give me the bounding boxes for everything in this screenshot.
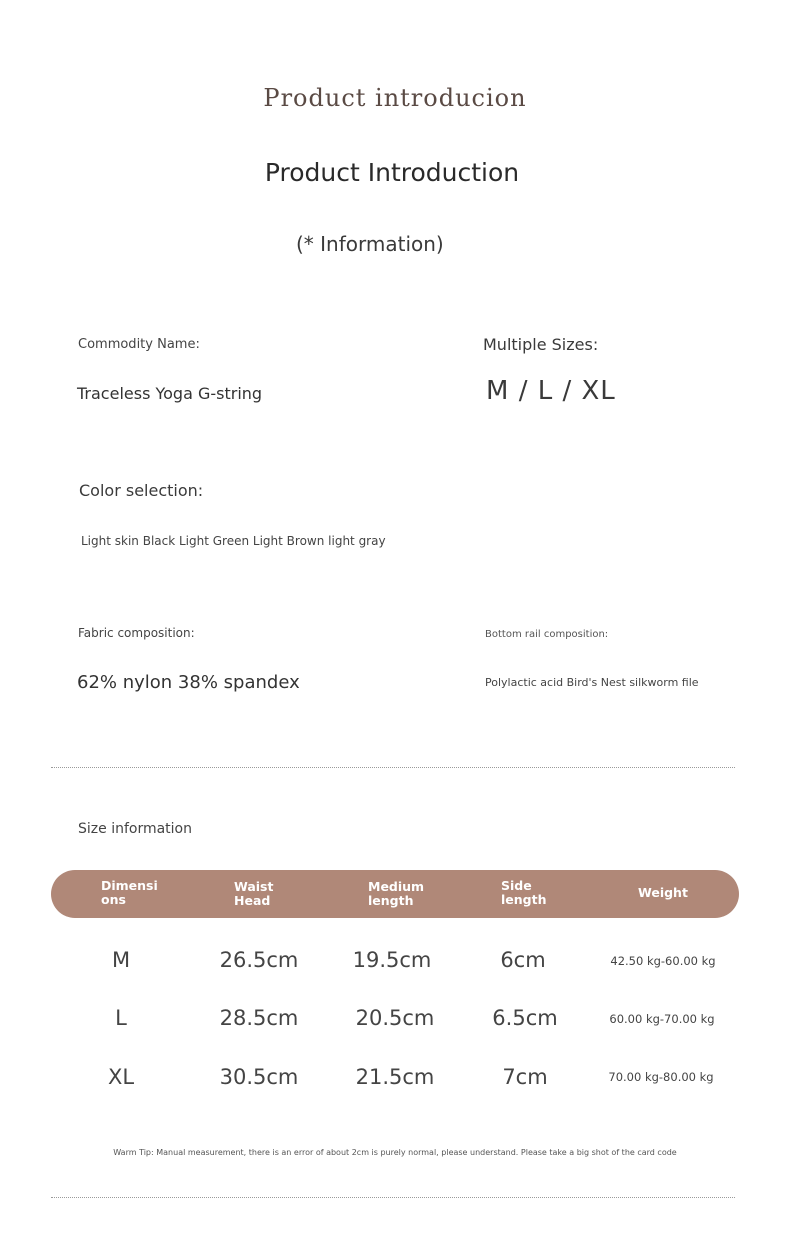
- bottom-rail-value: Polylactic acid Bird's Nest silkworm file: [485, 676, 699, 689]
- side-length-cell: 6.5cm: [492, 1006, 558, 1030]
- commodity-name-value: Traceless Yoga G-string: [77, 384, 263, 403]
- section-divider: [51, 767, 735, 768]
- warm-tip-note: Warm Tip: Manual measurement, there is an error of about 2cm is purely normal, please understand. Please take a big shot of the card code: [113, 1148, 677, 1157]
- side-length-cell: 7cm: [502, 1065, 548, 1089]
- commodity-name-label: Commodity Name:: [78, 337, 200, 352]
- side-length-cell: 6cm: [500, 948, 546, 972]
- size-cell: XL: [107, 1065, 135, 1089]
- column-header-side-length: Side length: [501, 878, 547, 907]
- column-header-medium-length: Medium length: [368, 879, 425, 908]
- bottom-divider: [51, 1197, 735, 1198]
- size-table-header: [51, 870, 739, 918]
- weight-cell: 70.00 kg-80.00 kg: [608, 1070, 714, 1084]
- page-subtitle: (* Information): [296, 232, 444, 256]
- fabric-composition-label: Fabric composition:: [78, 626, 195, 640]
- medium-length-cell: 20.5cm: [355, 1006, 435, 1030]
- waist-cell: 30.5cm: [219, 1065, 299, 1089]
- medium-length-cell: 19.5cm: [352, 948, 432, 972]
- column-header-dimensions: Dimensi ons: [101, 878, 158, 907]
- color-selection-label: Color selection:: [79, 481, 204, 500]
- decorative-title: Product introducion: [263, 84, 527, 112]
- bottom-rail-label: Bottom rail composition:: [485, 629, 609, 640]
- weight-cell: 60.00 kg-70.00 kg: [609, 1012, 715, 1026]
- size-cell: L: [115, 1006, 127, 1030]
- page-title: Product Introduction: [264, 158, 520, 187]
- medium-length-cell: 21.5cm: [355, 1065, 435, 1089]
- column-header-waist: Waist Head: [234, 879, 274, 908]
- sizes-value: M / L / XL: [486, 376, 616, 406]
- size-information-label: Size information: [78, 821, 192, 837]
- sizes-label: Multiple Sizes:: [483, 335, 599, 354]
- waist-cell: 26.5cm: [219, 948, 299, 972]
- color-selection-value: Light skin Black Light Green Light Brown light gray: [81, 534, 386, 548]
- column-header-weight: Weight: [638, 885, 688, 900]
- weight-cell: 42.50 kg-60.00 kg: [610, 954, 716, 968]
- fabric-composition-value: 62% nylon 38% spandex: [77, 672, 300, 693]
- size-cell: M: [111, 948, 131, 972]
- waist-cell: 28.5cm: [219, 1006, 299, 1030]
